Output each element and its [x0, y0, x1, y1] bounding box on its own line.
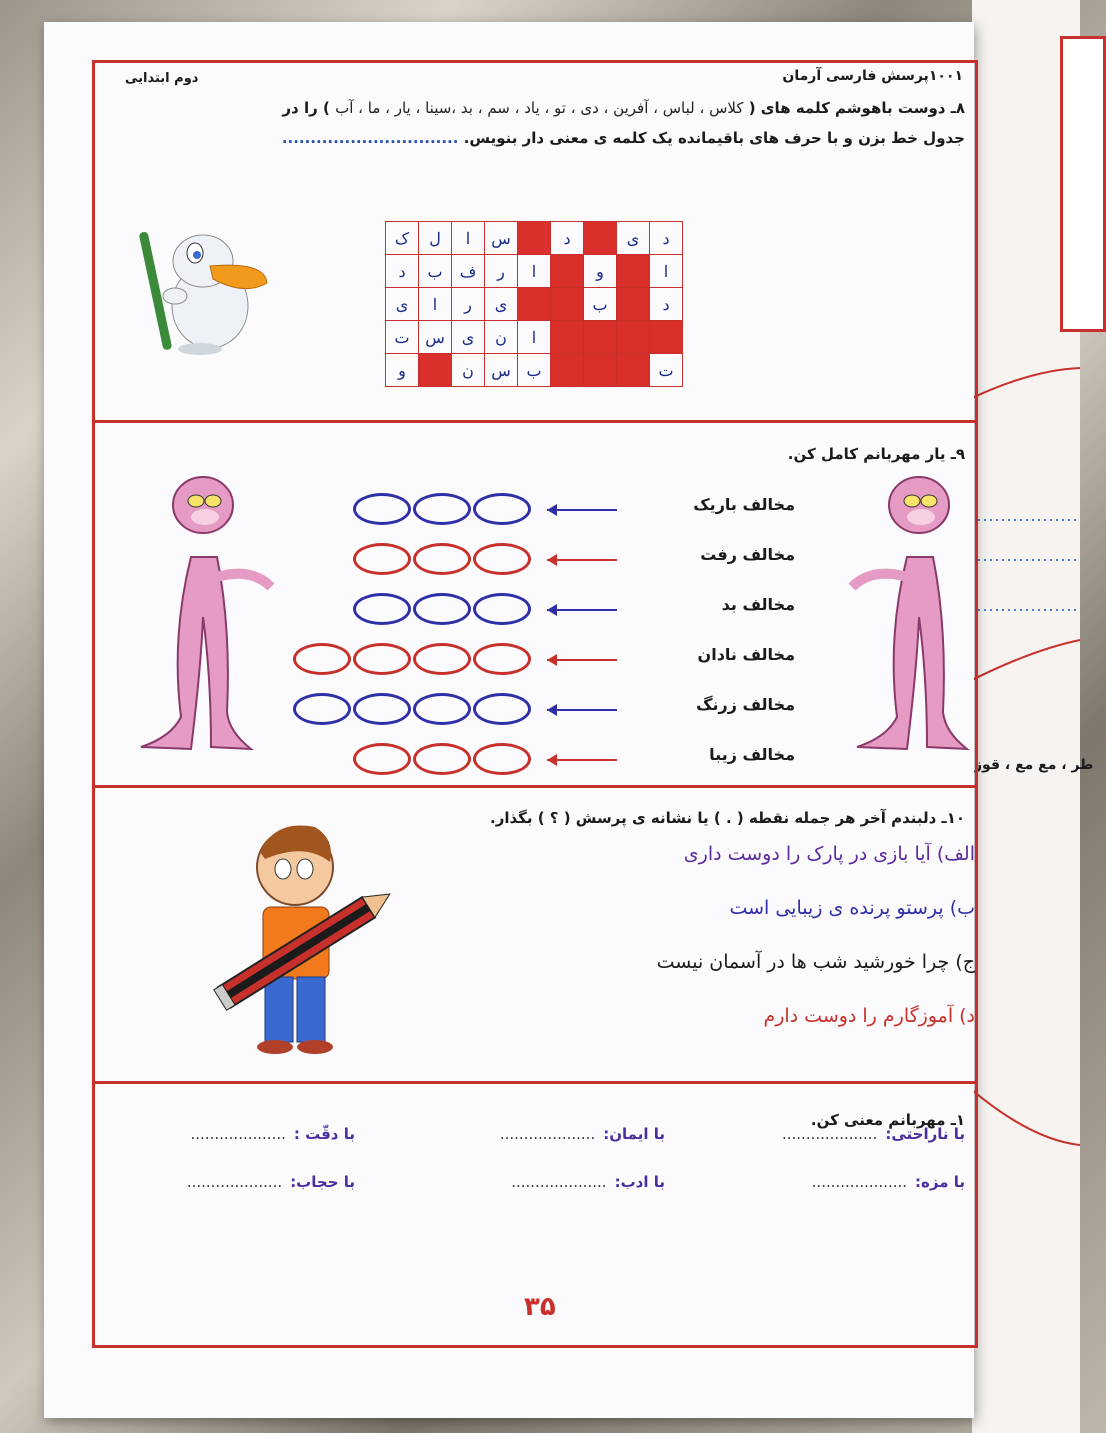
antonym-label: مخالف رفت: [700, 545, 795, 564]
letter-oval[interactable]: [473, 493, 531, 525]
meaning-item: [500, 1125, 665, 1143]
adjacent-page-lines: [972, 0, 1080, 1433]
meaning-answer-blank[interactable]: ....................: [511, 1173, 607, 1191]
adjacent-page-fragment: طر ، مع مع ، قوز: [974, 757, 1094, 773]
q9-title: ۹ـ یار مهربانم کامل کن.: [787, 445, 965, 463]
letter-oval[interactable]: [413, 693, 471, 725]
grid-cell-blocked[interactable]: [617, 288, 650, 321]
letter-oval[interactable]: [353, 543, 411, 575]
grid-cell[interactable]: ی: [617, 222, 650, 255]
q8-line2: [282, 129, 965, 147]
q8-line1: [282, 99, 965, 117]
q11-title: ۱ـ مهربانم معنی کن.: [810, 1111, 965, 1129]
letter-oval[interactable]: [353, 593, 411, 625]
arrow-icon: [547, 659, 617, 661]
word-search-grid: [385, 221, 683, 387]
grid-cell[interactable]: د: [650, 288, 683, 321]
pelican-illustration: [115, 211, 285, 361]
pink-panther-right-illustration: [847, 467, 977, 757]
grade-label: دوم ابتدایی: [125, 71, 199, 86]
sentence-item: [657, 951, 975, 973]
arrow-icon: [547, 559, 617, 561]
meaning-label: با دقّت :: [293, 1125, 355, 1143]
meaning-label: با ادب:: [614, 1173, 665, 1191]
sentence-prefix: ج): [955, 951, 975, 973]
grid-cell[interactable]: ت: [386, 321, 419, 354]
meaning-label: با حجاب:: [290, 1173, 355, 1191]
grid-row: [386, 288, 683, 321]
letter-oval[interactable]: [353, 693, 411, 725]
letter-oval[interactable]: [293, 643, 351, 675]
grid-cell[interactable]: ن: [452, 354, 485, 387]
grid-cell-blocked[interactable]: [551, 255, 584, 288]
letter-ovals: [293, 643, 531, 675]
q8-suffix: ) را در: [282, 99, 330, 117]
grid-cell-blocked[interactable]: [617, 321, 650, 354]
meaning-answer-blank[interactable]: ....................: [781, 1125, 878, 1143]
arrow-icon: [547, 609, 617, 611]
boy-with-pencil-illustration: [205, 807, 405, 1057]
grid-cell[interactable]: ر: [485, 255, 518, 288]
workbook-page: [44, 22, 974, 1418]
meaning-answer-blank[interactable]: ....................: [811, 1173, 908, 1191]
grid-cell[interactable]: ب: [419, 255, 452, 288]
letter-ovals: [353, 493, 531, 525]
arrow-icon: [547, 759, 617, 761]
grid-cell[interactable]: د: [386, 255, 419, 288]
meaning-answer-blank[interactable]: ....................: [186, 1173, 283, 1191]
grid-cell[interactable]: ف: [452, 255, 485, 288]
meaning-item: [782, 1125, 965, 1143]
q10-title: ۱۰ـ دلبندم آخر هر جمله نقطه ( . ) یا نشانه ی پرسش ( ؟ ) بگذار.: [490, 809, 965, 827]
grid-cell-blocked[interactable]: [518, 222, 551, 255]
grid-cell[interactable]: س: [485, 222, 518, 255]
grid-cell[interactable]: ب: [518, 354, 551, 387]
sentence-item: [763, 1005, 975, 1027]
meaning-item: [187, 1173, 355, 1191]
arrow-icon: [547, 709, 617, 711]
letter-oval[interactable]: [473, 593, 531, 625]
grid-cell[interactable]: ک: [386, 222, 419, 255]
grid-cell[interactable]: و: [386, 354, 419, 387]
meaning-label: با ناراحتی:: [885, 1125, 965, 1143]
sentence-prefix: د): [959, 1005, 975, 1027]
section-divider: [95, 420, 975, 423]
grid-cell-blocked[interactable]: [518, 288, 551, 321]
grid-cell[interactable]: س: [485, 354, 518, 387]
book-title: ۱۰۰۱پرسش فارسی آرمان: [782, 68, 963, 84]
grid-cell[interactable]: د: [650, 222, 683, 255]
adjacent-page: [972, 0, 1094, 1433]
page-number: ۳۵: [524, 1292, 556, 1322]
meaning-answer-blank[interactable]: ....................: [190, 1125, 286, 1143]
grid-cell-blocked[interactable]: [650, 321, 683, 354]
grid-row: [386, 354, 683, 387]
meaning-item: [812, 1173, 965, 1191]
letter-oval[interactable]: [413, 493, 471, 525]
grid-cell[interactable]: ل: [419, 222, 452, 255]
letter-oval[interactable]: [473, 643, 531, 675]
grid-cell-blocked[interactable]: [551, 288, 584, 321]
grid-cell[interactable]: ا: [419, 288, 452, 321]
letter-oval[interactable]: [413, 593, 471, 625]
meaning-label: با مزه:: [915, 1173, 965, 1191]
grid-cell-blocked[interactable]: [584, 222, 617, 255]
pink-panther-left-illustration: [131, 467, 261, 757]
grid-cell[interactable]: ر: [452, 288, 485, 321]
grid-cell[interactable]: ب: [584, 288, 617, 321]
letter-oval[interactable]: [353, 743, 411, 775]
letter-oval[interactable]: [353, 643, 411, 675]
sentence-text[interactable]: آموزگارم را دوست دارم: [763, 1005, 954, 1027]
grid-cell[interactable]: س: [419, 321, 452, 354]
q8-prefix: ۸ـ دوست باهوشم کلمه های (: [748, 99, 965, 117]
grid-cell[interactable]: و: [584, 255, 617, 288]
grid-row: [386, 321, 683, 354]
grid-row: [386, 222, 683, 255]
antonym-label: مخالف زیبا: [709, 745, 795, 764]
grid-cell-blocked[interactable]: [419, 354, 452, 387]
grid-cell[interactable]: ی: [485, 288, 518, 321]
section-divider: [95, 1081, 975, 1084]
letter-ovals: [353, 743, 531, 775]
letter-oval[interactable]: [413, 643, 471, 675]
sentence-item: [684, 843, 975, 865]
section-divider: [95, 785, 975, 788]
grid-cell-blocked[interactable]: [617, 354, 650, 387]
grid-cell[interactable]: ا: [518, 255, 551, 288]
grid-cell-blocked[interactable]: [551, 321, 584, 354]
letter-oval[interactable]: [413, 743, 471, 775]
antonym-label: مخالف بد: [721, 595, 795, 614]
sentence-prefix: ب): [949, 897, 975, 919]
grid-cell-blocked[interactable]: [551, 354, 584, 387]
grid-cell[interactable]: ا: [650, 255, 683, 288]
meaning-answer-blank[interactable]: ....................: [499, 1125, 596, 1143]
page-frame: [92, 60, 978, 1348]
grid-row: [386, 255, 683, 288]
grid-cell[interactable]: د: [551, 222, 584, 255]
antonym-label: مخالف باریک: [693, 495, 795, 514]
antonym-label: مخالف نادان: [697, 645, 795, 664]
meaning-label: با ایمان:: [603, 1125, 665, 1143]
grid-cell-blocked[interactable]: [584, 321, 617, 354]
grid-cell[interactable]: ی: [386, 288, 419, 321]
grid-cell-blocked[interactable]: [617, 255, 650, 288]
q8-answer-blank[interactable]: ...............................: [281, 129, 459, 147]
sentence-text[interactable]: پرستو پرنده ی زیبایی است: [729, 897, 944, 919]
grid-cell[interactable]: ا: [518, 321, 551, 354]
sentence-prefix: الف): [936, 843, 975, 865]
sentence-text[interactable]: چرا خورشید شب ها در آسمان نیست: [656, 951, 950, 973]
grid-cell[interactable]: ا: [452, 222, 485, 255]
meaning-item: [511, 1173, 665, 1191]
meaning-item: [191, 1125, 355, 1143]
letter-ovals: [353, 593, 531, 625]
q8-word-list: کلاس ، لباس ، آفرین ، دی ، تو ، یاد ، سم ، بد ،سینا ، یار ، ما ، آب: [335, 99, 744, 117]
q8-instruction: جدول خط بزن و با حرف های باقیمانده یک کلمه ی معنی دار بنویس.: [463, 129, 965, 147]
letter-oval[interactable]: [473, 743, 531, 775]
grid-cell-blocked[interactable]: [584, 354, 617, 387]
grid-cell[interactable]: ی: [452, 321, 485, 354]
grid-cell[interactable]: ت: [650, 354, 683, 387]
letter-ovals: [353, 543, 531, 575]
letter-oval[interactable]: [413, 543, 471, 575]
sentence-item: [729, 897, 975, 919]
arrow-icon: [547, 509, 617, 511]
grid-cell[interactable]: ن: [485, 321, 518, 354]
letter-oval[interactable]: [473, 693, 531, 725]
antonym-label: مخالف زرنگ: [696, 695, 795, 714]
letter-oval[interactable]: [473, 543, 531, 575]
letter-oval[interactable]: [353, 493, 411, 525]
letter-oval[interactable]: [293, 693, 351, 725]
sentence-text[interactable]: آیا بازی در پارک را دوست داری: [683, 843, 931, 865]
letter-ovals: [293, 693, 531, 725]
